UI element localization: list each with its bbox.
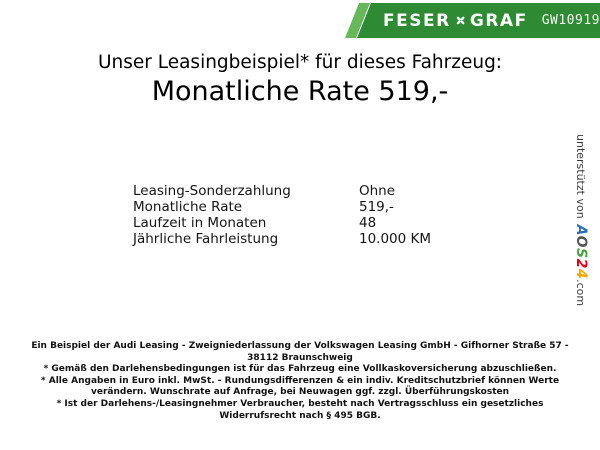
table-row: [133, 215, 431, 231]
row-value: 10.000 KM: [359, 231, 432, 247]
brand-name-graf: GRAF: [469, 10, 528, 31]
row-label: Laufzeit in Monaten: [133, 215, 267, 231]
monthly-rate-headline: Monatliche Rate 519,-: [151, 76, 449, 107]
aos24-letter: 2: [573, 258, 589, 269]
leasing-details-table: [133, 183, 431, 247]
supported-by-label: unterstützt von: [574, 134, 588, 219]
banner-content: [344, 3, 600, 38]
aos24-domain-suffix: .com: [574, 279, 588, 307]
row-label: Leasing-Sonderzahlung: [133, 183, 291, 199]
disclaimer-line: * Ist der Darlehens-/Leasingnehmer Verbraucher, besteht nach Vertragsschluss ein gesetzliches Widerrufsrecht nach § 495 BGB.: [56, 398, 544, 421]
brand-banner: [344, 3, 600, 38]
row-value: 48: [359, 215, 377, 231]
headline-block: [0, 52, 600, 107]
disclaimer-line: * Gemäß den Darlehensbedingungen ist für das Fahrzeug eine Vollkaskoversicherung abzuschließen.: [43, 364, 557, 375]
vehicle-id-badge: GW10919: [541, 13, 600, 28]
aos24-letter: S: [573, 247, 589, 259]
table-row: [133, 199, 431, 215]
aos24-letter: 4: [573, 268, 589, 280]
disclaimer-text: [23, 341, 577, 422]
brand-name-feser: FESER: [383, 10, 451, 31]
row-value: Ohne: [359, 183, 396, 199]
row-label: Jährliche Fahrleistung: [133, 231, 279, 247]
leasing-example-title: Unser Leasingbeispiel* für dieses Fahrzeug:: [97, 52, 503, 73]
supported-by-sidebar: [571, 134, 591, 316]
table-row: [133, 183, 431, 199]
row-value: 519,-: [359, 199, 394, 215]
row-label: Monatliche Rate: [133, 199, 243, 215]
aos24-logo: [573, 225, 589, 279]
disclaimer-line: * Alle Angaben in Euro inkl. MwSt. - Rundungsdifferenzen & ein indiv. Kreditschutzbrief können Werte verändern. Wunschrate auf Anfrage, bei Neuwagen ggf. zzgl. Überführungskosten: [40, 375, 560, 398]
table-row: [133, 231, 431, 247]
disclaimer-line: Ein Beispiel der Audi Leasing - Zweigniederlassung der Volkswagen Leasing GmbH - Gifhorner Straße 57 - 38112 Braunschweig: [31, 341, 569, 363]
clover-icon: [456, 12, 465, 29]
aos24-letter: A: [573, 224, 589, 236]
aos24-letter: O: [573, 235, 589, 248]
